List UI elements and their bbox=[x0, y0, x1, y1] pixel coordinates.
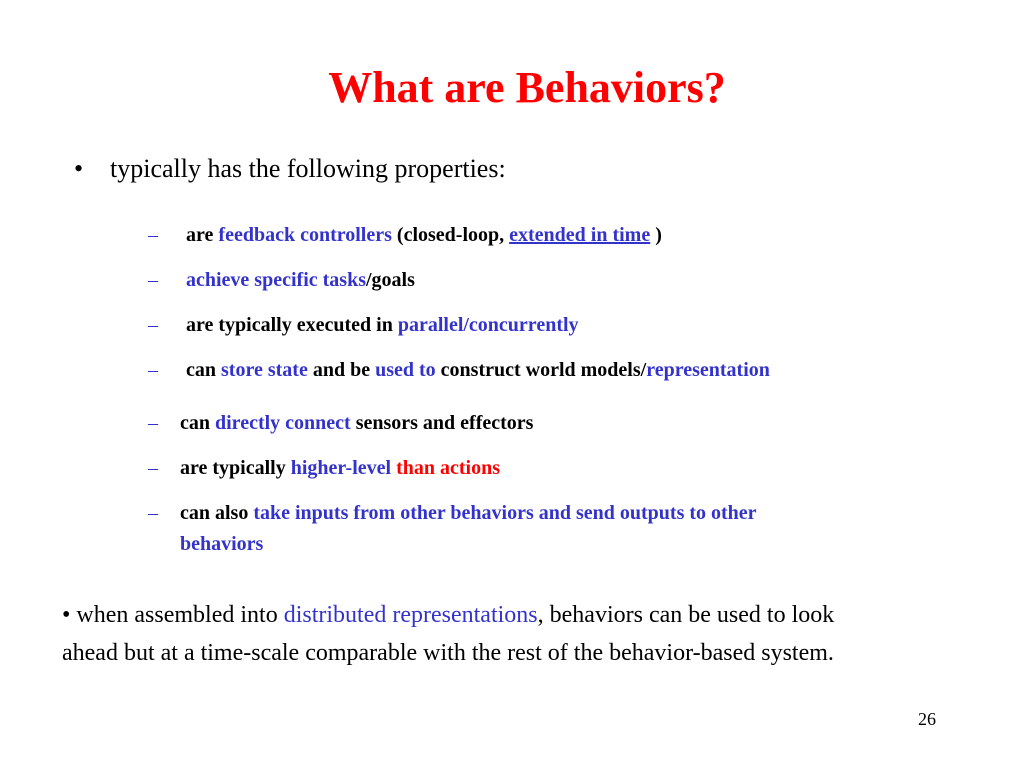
dash-marker: – bbox=[148, 224, 158, 246]
sub-point-text: are typically executed in bbox=[186, 314, 398, 336]
slide-title: What are Behaviors? bbox=[328, 63, 726, 112]
sub-point-highlight: feedback controllers bbox=[218, 224, 392, 246]
sub-point-highlight: used to bbox=[375, 359, 436, 381]
sub-point-highlight: directly connect bbox=[215, 412, 351, 434]
sub-point-highlight: take inputs from other behaviors and send outputs to other bbox=[253, 502, 757, 524]
dash-marker: – bbox=[148, 359, 158, 381]
closing-text: • when assembled into bbox=[62, 602, 284, 628]
sub-point-text: ) bbox=[650, 224, 662, 246]
closing-text: , behaviors can be used to look bbox=[537, 602, 835, 628]
sub-point-highlight: representation bbox=[646, 359, 770, 381]
closing-paragraph bbox=[62, 596, 1002, 672]
sub-point-text: are bbox=[186, 224, 219, 246]
dash-marker: – bbox=[148, 412, 158, 434]
dash-marker: – bbox=[148, 269, 158, 291]
sub-point-text: /goals bbox=[365, 269, 415, 291]
dash-marker: – bbox=[148, 457, 158, 479]
sub-point-text: can bbox=[186, 359, 221, 381]
sub-point-highlight: store state bbox=[221, 359, 308, 381]
bullet-marker: • bbox=[74, 154, 84, 183]
dash-marker: – bbox=[148, 314, 158, 336]
dash-marker: – bbox=[148, 502, 158, 524]
sub-point-text: are typically bbox=[180, 457, 291, 479]
sub-point-text: construct world models/ bbox=[435, 359, 647, 381]
sub-point-continuation: behaviors bbox=[180, 533, 264, 555]
page-number: 26 bbox=[918, 709, 936, 729]
sub-point-text: can also bbox=[180, 502, 254, 524]
main-bullet-text: typically has the following properties: bbox=[110, 154, 506, 183]
sub-point-highlight: higher-level bbox=[290, 457, 392, 479]
sub-point-text: can bbox=[180, 412, 215, 434]
closing-line-2: ahead but at a time-scale comparable with the rest of the behavior-based system. bbox=[62, 640, 834, 666]
sub-point-highlight: parallel/concurrently bbox=[397, 314, 579, 336]
sub-point-text: (closed-loop, bbox=[391, 224, 510, 246]
sub-point-text: and be bbox=[307, 359, 376, 381]
closing-highlight: distributed representations bbox=[283, 602, 538, 628]
main-bullet bbox=[74, 153, 506, 185]
closing-line-1 bbox=[62, 596, 1002, 634]
sub-point-highlight: achieve specific tasks bbox=[186, 269, 366, 291]
sub-point-red-highlight: than actions bbox=[396, 457, 500, 479]
sub-point-text: sensors and effectors bbox=[350, 412, 534, 434]
sub-point-link[interactable]: extended in time bbox=[509, 224, 651, 246]
